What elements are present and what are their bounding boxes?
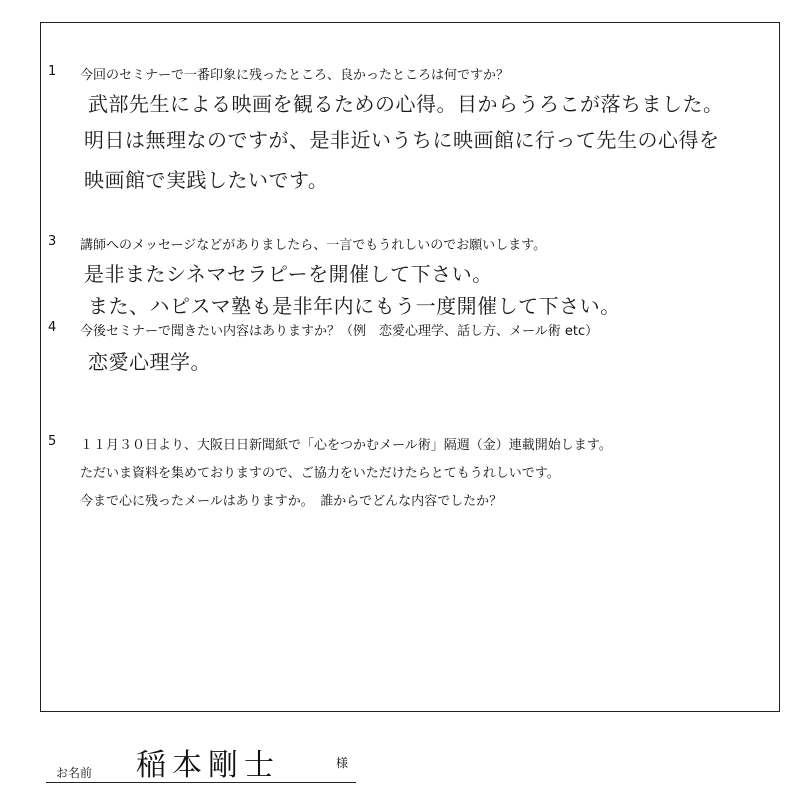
name-label: お名前 <box>56 766 93 780</box>
answer-3-line-2: また、ハピスマ塾も是非年内にもう一度開催して下さい。 <box>88 294 621 318</box>
name-value: 稲本剛士 <box>136 748 280 783</box>
question-5-line-3: 今まで心に残ったメールはありますか。 誰からでどんな内容でしたか？ <box>80 494 503 509</box>
name-underline <box>46 782 356 783</box>
question-text: 講師へのメッセージなどがありましたら、一言でもうれしいのでお願いします。 <box>80 238 547 253</box>
answer-1-line-2: 明日は無理なのですが、是非近いうちに映画館に行って先生の心得を <box>84 128 720 152</box>
question-number: 1 <box>48 64 57 79</box>
question-text: 今後セミナーで聞きたい内容はありますか？（例 恋愛心理学、話し方、メール術 etc） <box>80 324 599 339</box>
question-number: 4 <box>48 320 57 335</box>
answer-4-line-1: 恋愛心理学。 <box>88 350 211 374</box>
question-number: 5 <box>48 434 57 449</box>
answer-1-line-1: 武部先生による映画を観るための心得。目からうろこが落ちました。 <box>88 92 724 116</box>
question-text: １１月３０日より、大阪日日新聞紙で「心をつかむメール術」隔週（金）連載開始します。 <box>80 438 612 453</box>
question-5-line-2: ただいま資料を集めておりますので、ご協力をいただけたらとてもうれしいです。 <box>80 466 560 481</box>
answer-1-line-3: 映画館で実践したいです。 <box>84 168 329 192</box>
answer-3-line-1: 是非またシネマセラピーを開催して下さい。 <box>84 262 493 286</box>
name-honorific: 様 <box>336 756 349 770</box>
question-text: 今回のセミナーで一番印象に残ったところ、良かったところは何ですか？ <box>80 68 510 83</box>
question-number: 3 <box>48 234 57 249</box>
